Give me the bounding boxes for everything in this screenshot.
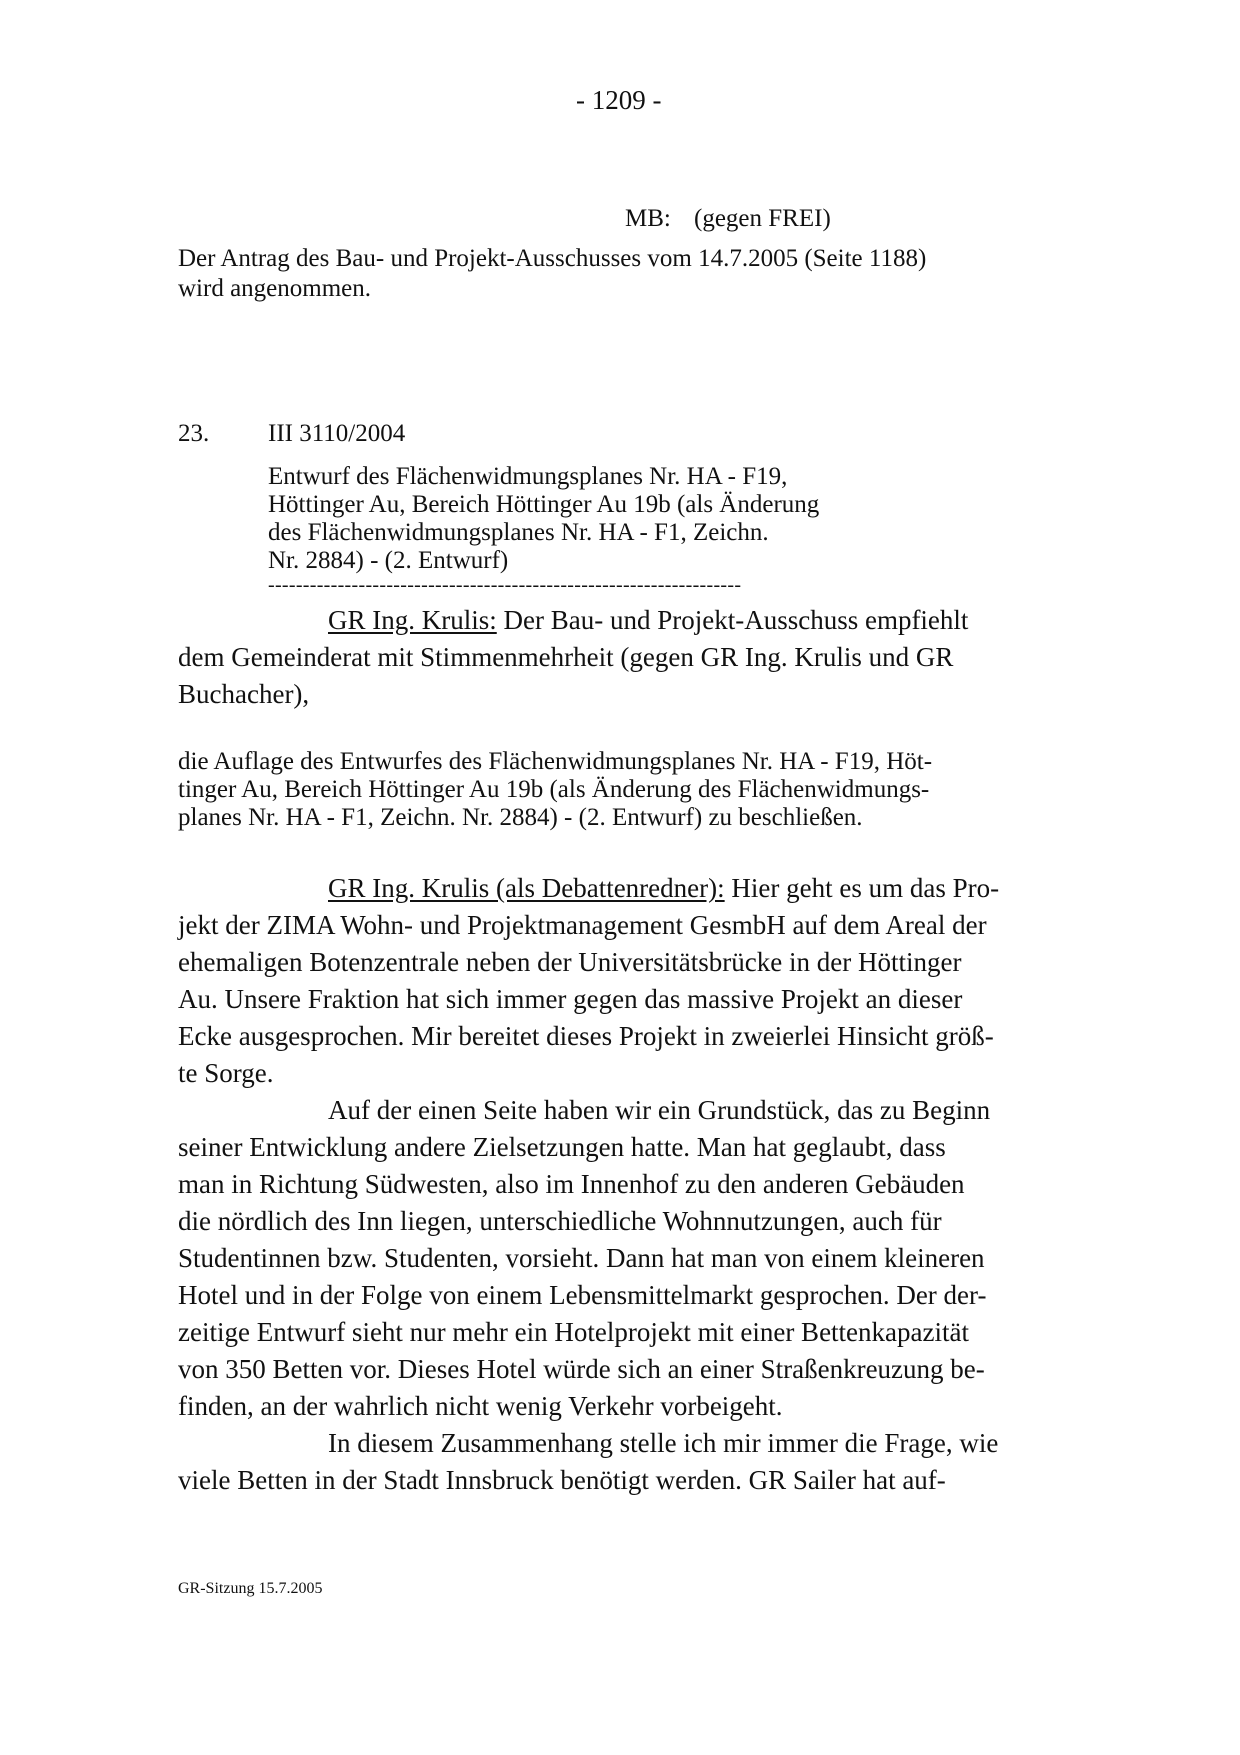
debate-first-line	[328, 873, 999, 904]
vote-text-line: wird angenommen.	[178, 275, 372, 302]
debate-line: te Sorge.	[178, 1058, 274, 1088]
debate-line: Auf der einen Seite haben wir ein Grundstück, das zu Beginn	[328, 1095, 991, 1125]
debate-line: Ecke ausgesprochen. Mir bereitet dieses Projekt in zweierlei Hinsicht größ-	[178, 1021, 994, 1051]
debate-line: ehemaligen Botenzentrale neben der Universitätsbrücke in der Höttinger	[178, 947, 962, 977]
debate-line: die nördlich des Inn liegen, unterschiedliche Wohnnutzungen, auch für	[178, 1206, 942, 1236]
motion-line: die Auflage des Entwurfes des Flächenwidmungsplanes Nr. HA - F19, Höt-	[178, 748, 933, 775]
recommendation-text: Der Bau- und Projekt-Ausschuss empfiehlt	[496, 605, 969, 635]
item-number: 23.	[178, 420, 210, 447]
vote-text-line: Der Antrag des Bau- und Projekt-Ausschusses vom 14.7.2005 (Seite 1188)	[178, 245, 927, 272]
page-number: - 1209 -	[576, 85, 662, 115]
debate-line: man in Richtung Südwesten, also im Innenhof zu den anderen Gebäuden	[178, 1169, 965, 1199]
debate-line: In diesem Zusammenhang stelle ich mir immer die Frage, wie	[328, 1428, 999, 1458]
item-title-line: des Flächenwidmungsplanes Nr. HA - F1, Zeichn.	[268, 519, 769, 546]
motion-line: planes Nr. HA - F1, Zeichn. Nr. 2884) - (2. Entwurf) zu beschließen.	[178, 804, 863, 831]
vote-value: (gegen FREI)	[694, 205, 831, 232]
debate-line: zeitige Entwurf sieht nur mehr ein Hotelprojekt mit einer Bettenkapazität	[178, 1317, 969, 1347]
debate-line: Au. Unsere Fraktion hat sich immer gegen das massive Projekt an dieser	[178, 984, 963, 1014]
recommendation-line: Buchacher),	[178, 679, 310, 709]
item-reference: III 3110/2004	[268, 420, 406, 447]
debate-line: Hotel und in der Folge von einem Lebensmittelmarkt gesprochen. Der der-	[178, 1280, 987, 1310]
debate-line: Studentinnen bzw. Studenten, vorsieht. Dann hat man von einem kleineren	[178, 1243, 985, 1273]
item-separator: --------------------------------------------------------------------	[268, 574, 742, 596]
recommendation-line: dem Gemeinderat mit Stimmenmehrheit (gegen GR Ing. Krulis und GR	[178, 642, 954, 672]
debate-line: seiner Entwicklung andere Zielsetzungen hatte. Man hat geglaubt, dass	[178, 1132, 946, 1162]
debate-line: viele Betten in der Stadt Innsbruck benötigt werden. GR Sailer hat auf-	[178, 1465, 946, 1495]
recommendation-first-line	[328, 605, 968, 636]
item-title-line: Entwurf des Flächenwidmungsplanes Nr. HA - F19,	[268, 463, 788, 490]
page-footer: GR-Sitzung 15.7.2005	[178, 1580, 323, 1597]
debate-text: Hier geht es um das Pro-	[724, 873, 1000, 903]
item-title-line: Höttinger Au, Bereich Höttinger Au 19b (als Änderung	[268, 491, 820, 518]
recommendation-speaker: GR Ing. Krulis:	[328, 605, 497, 635]
vote-label: MB:	[625, 205, 671, 232]
motion-line: tinger Au, Bereich Höttinger Au 19b (als Änderung des Flächenwidmungs-	[178, 776, 930, 803]
debate-line: finden, an der wahrlich nicht wenig Verkehr vorbeigeht.	[178, 1391, 783, 1421]
debate-line: von 350 Betten vor. Dieses Hotel würde sich an einer Straßenkreuzung be-	[178, 1354, 985, 1384]
debate-speaker: GR Ing. Krulis (als Debattenredner):	[328, 873, 725, 903]
item-title-line: Nr. 2884) - (2. Entwurf)	[268, 547, 509, 574]
debate-line: jekt der ZIMA Wohn- und Projektmanagement GesmbH auf dem Areal der	[178, 910, 987, 940]
